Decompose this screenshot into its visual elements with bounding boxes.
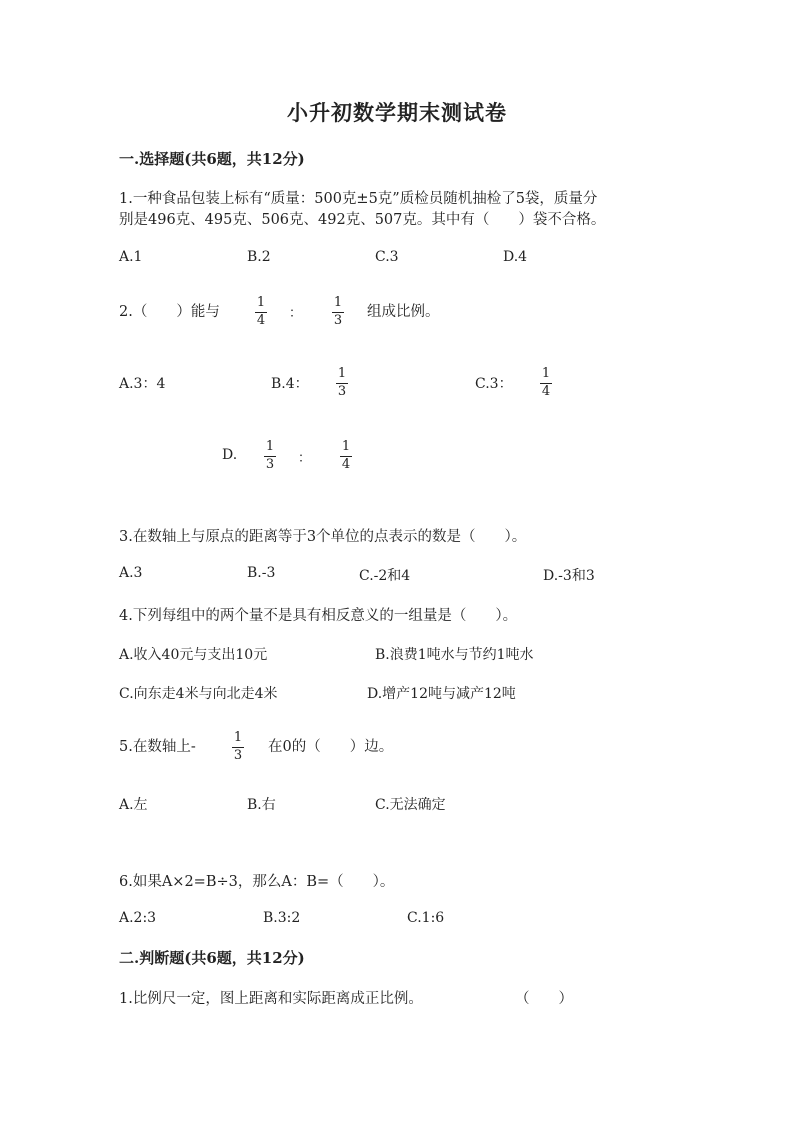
q4-option-c: C.向东走4米与向北走4米	[119, 686, 278, 702]
fraction-denominator: 3	[333, 313, 343, 328]
fraction-numerator: 1	[333, 295, 343, 310]
q2-option-c: C.3：	[475, 376, 513, 392]
question-6: 6.如果A×2=B÷3，那么A：B=（ ）。	[119, 874, 395, 890]
q2-option-d-fraction-1	[264, 440, 276, 472]
fraction-numerator: 1	[541, 366, 551, 381]
q2-option-d: D.	[222, 447, 238, 463]
fraction-numerator: 1	[265, 439, 275, 454]
q5-option-c: C.无法确定	[375, 797, 446, 813]
question-3: 3.在数轴上与原点的距离等于3个单位的点表示的数是（ ）。	[119, 529, 527, 545]
q6-option-b: B.3:2	[263, 910, 301, 926]
q2-fraction-one-third	[332, 296, 344, 328]
q2-fraction-one-quarter	[255, 296, 267, 328]
q2-option-b: B.4：	[271, 376, 309, 392]
q4-option-a: A.收入40元与支出10元	[119, 647, 268, 663]
q3-option-d: D.-3和3	[543, 568, 595, 584]
fraction-denominator: 4	[341, 457, 351, 472]
q2-option-c-fraction	[540, 367, 552, 399]
q5-fraction-one-third	[232, 731, 244, 763]
q3-option-b: B.-3	[247, 565, 276, 581]
fraction-denominator: 4	[256, 313, 266, 328]
q4-option-d: D.增产12吨与减产12吨	[367, 686, 516, 702]
q1-option-b: B.2	[247, 249, 271, 265]
fraction-denominator: 3	[337, 384, 347, 399]
question-1-line-2: 别是496克、495克、506克、492克、507克。其中有（ ）袋不合格。	[119, 212, 606, 228]
section-heading-choice: 一.选择题(共6题，共12分)	[119, 150, 305, 168]
q5-option-b: B.右	[247, 797, 276, 813]
judge-question-1-blank: （ ）	[515, 991, 573, 1007]
question-4: 4.下列每组中的两个量不是具有相反意义的一组量是（ ）。	[119, 608, 518, 624]
question-2-prefix: 2.（ ）能与	[119, 304, 220, 320]
question-2-suffix: 组成比例。	[367, 304, 440, 320]
q1-option-d: D.4	[503, 249, 528, 265]
q6-option-c: C.1:6	[407, 910, 445, 926]
judge-question-1: 1.比例尺一定，图上距离和实际距离成正比例。	[119, 991, 423, 1007]
fraction-denominator: 4	[541, 384, 551, 399]
page-title: 小升初数学期末测试卷	[287, 100, 507, 125]
fraction-numerator: 1	[233, 730, 243, 745]
q3-option-a: A.3	[119, 565, 143, 581]
q2-option-d-colon: ：	[298, 451, 312, 466]
q5-option-a: A.左	[119, 797, 148, 813]
fraction-numerator: 1	[337, 366, 347, 381]
q6-option-a: A.2:3	[119, 910, 157, 926]
fraction-denominator: 3	[265, 457, 275, 472]
q2-option-a: A.3：4	[119, 376, 166, 392]
q4-option-b: B.浪费1吨水与节约1吨水	[375, 647, 534, 663]
question-1-line-1: 1.一种食品包装上标有“质量：500克±5克”质检员随机抽检了5袋，质量分	[119, 191, 598, 207]
q2-option-d-fraction-2	[340, 440, 352, 472]
question-5-suffix: 在0的（ ）边。	[268, 739, 394, 755]
q1-option-a: A.1	[119, 249, 143, 265]
fraction-denominator: 3	[233, 748, 243, 763]
q2-ratio-colon: ：	[289, 306, 303, 321]
q1-option-c: C.3	[375, 249, 399, 265]
fraction-numerator: 1	[341, 439, 351, 454]
q2-option-b-fraction	[336, 367, 348, 399]
q3-option-c: C.-2和4	[359, 568, 411, 584]
question-5-prefix: 5.在数轴上-	[119, 739, 196, 755]
fraction-numerator: 1	[256, 295, 266, 310]
section-heading-true-false: 二.判断题(共6题，共12分)	[119, 949, 305, 967]
